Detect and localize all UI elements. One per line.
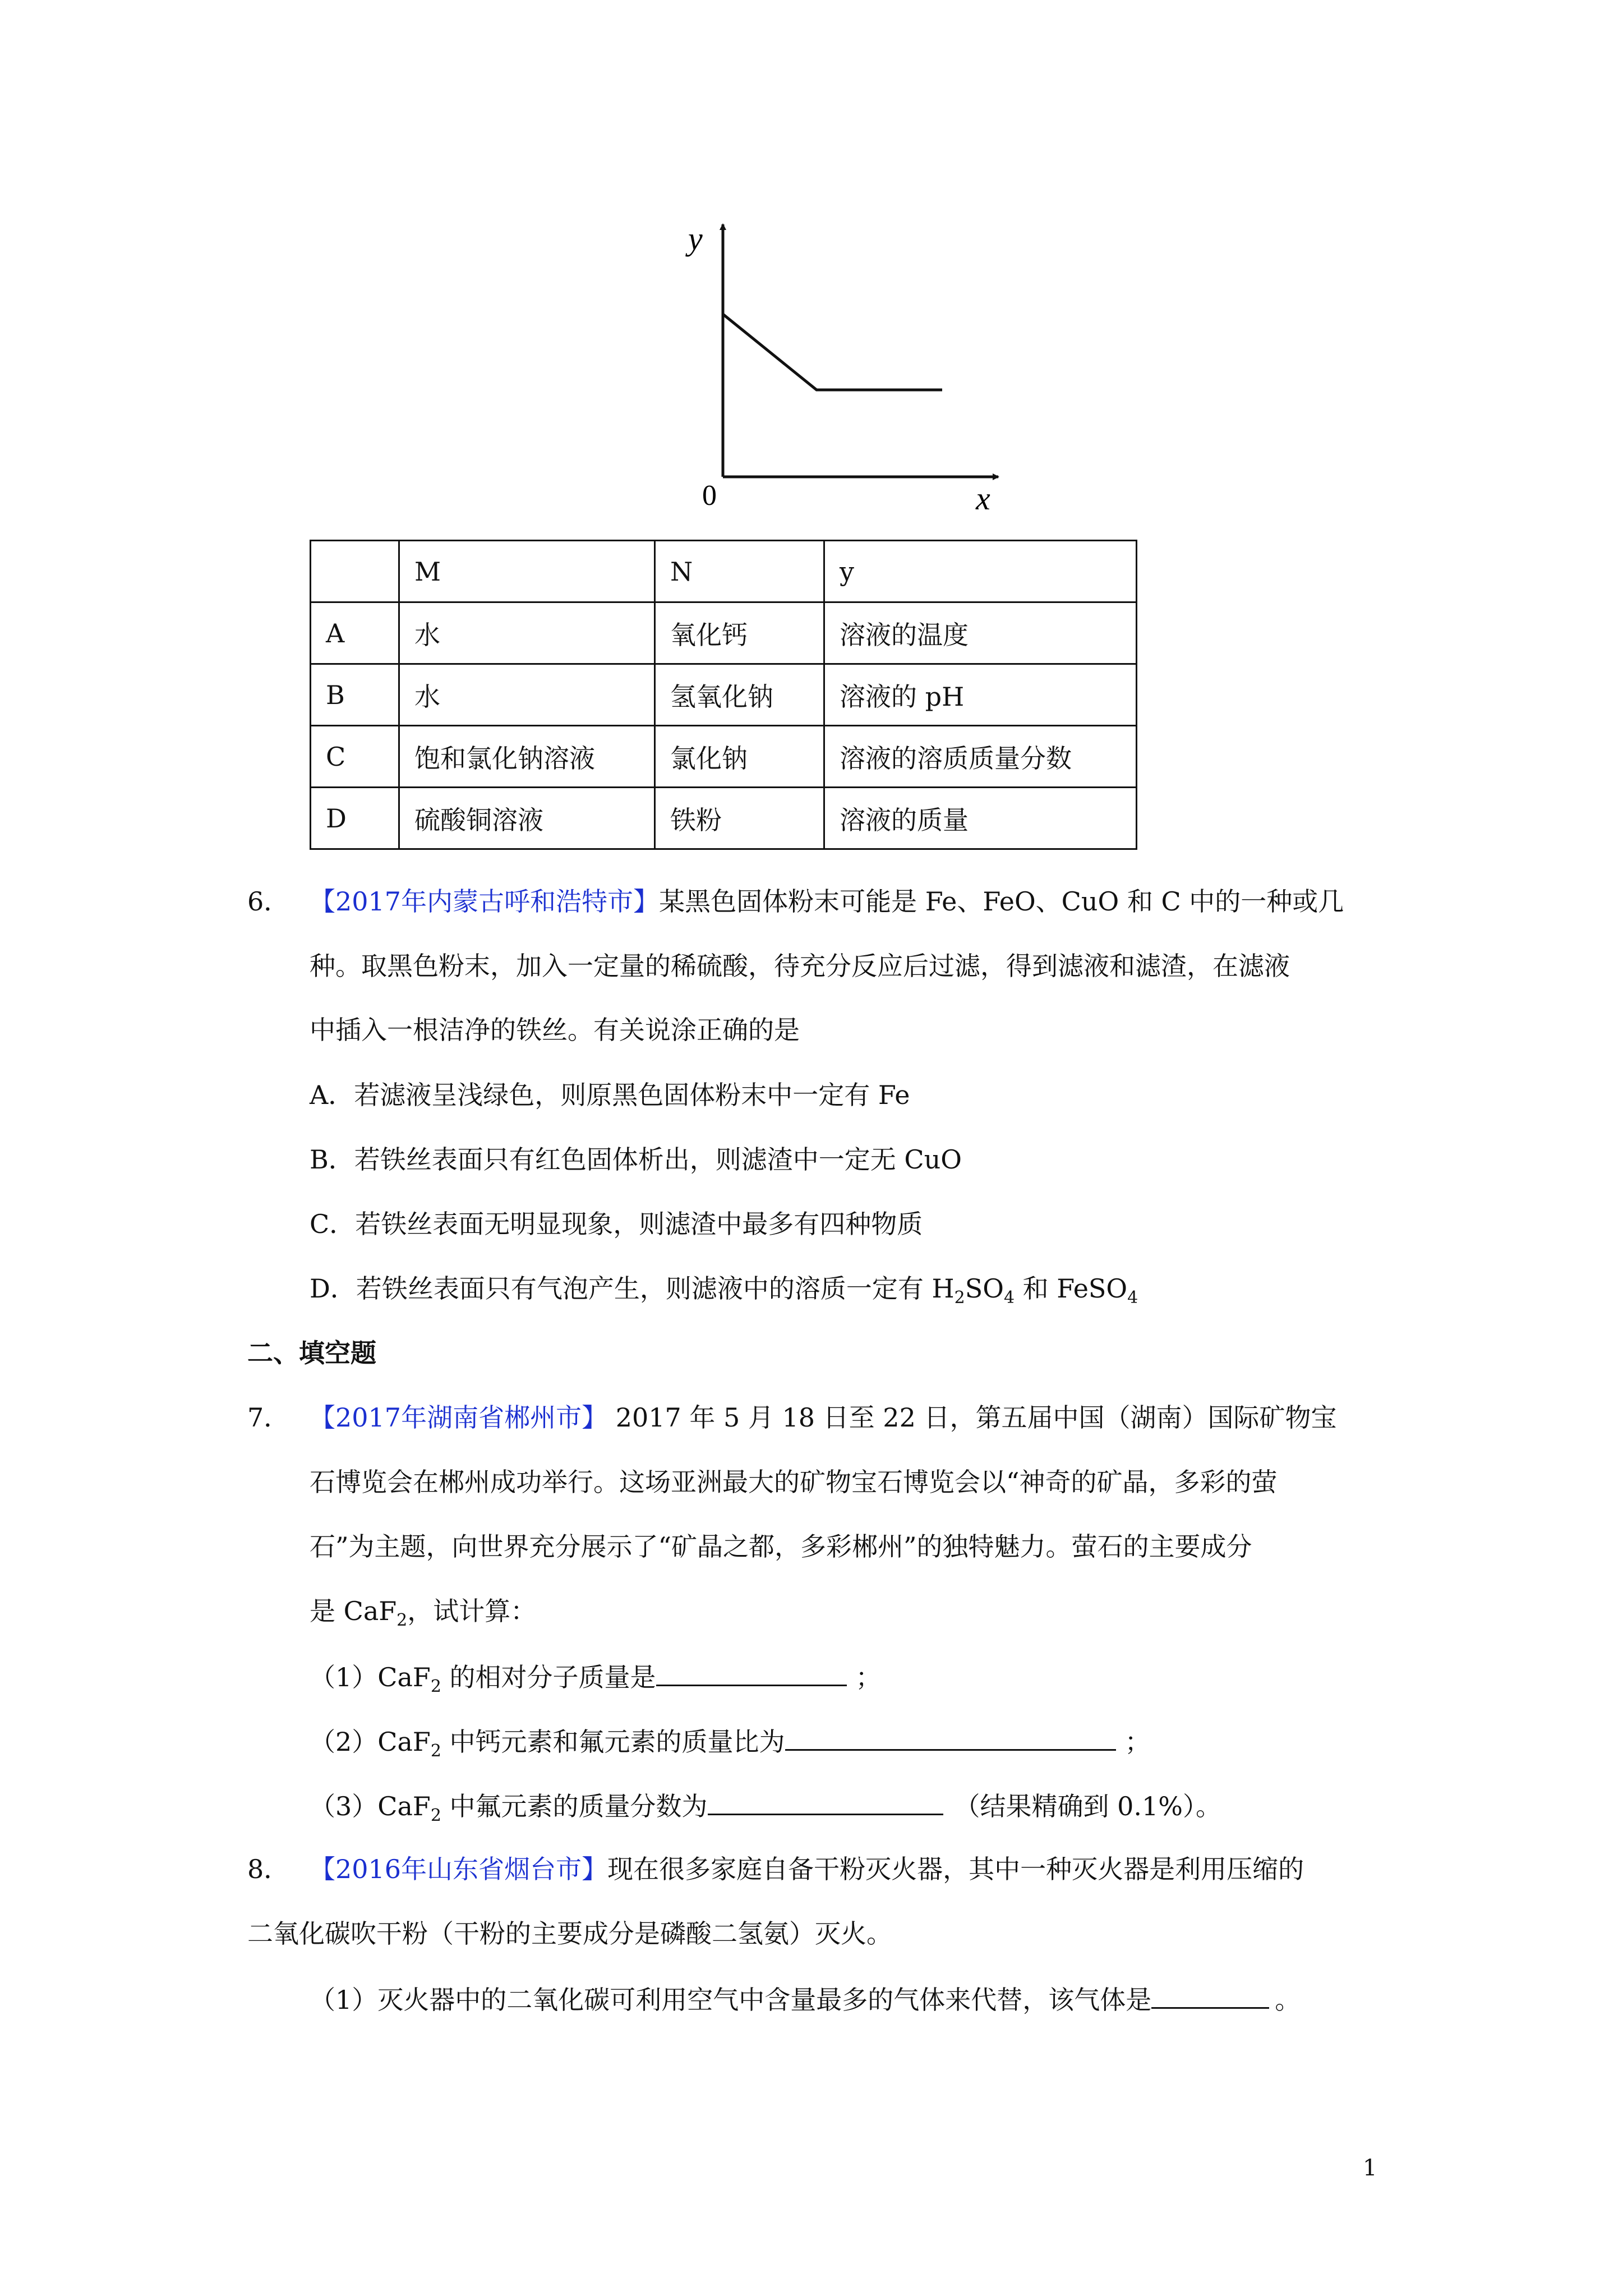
question-7-source: 【2017年湖南省郴州市】: [310, 1402, 608, 1433]
question-6-source: 【2017年内蒙古呼和浩特市】: [310, 886, 660, 917]
table-cell: 饱和氯化钠溶液: [399, 726, 655, 788]
question-6-number: 6．: [247, 886, 290, 917]
option-d-text: 和 FeSO: [1015, 1273, 1128, 1304]
stem-text: 是 CaF: [310, 1596, 397, 1626]
subscript: 2: [396, 1611, 408, 1631]
question-6-option-b: B．若铁丝表面只有红色固体析出，则滤渣中一定无 CuO: [310, 1144, 962, 1175]
question-7-sub-3: [310, 1788, 1222, 1826]
table-row: [311, 602, 1137, 664]
table-cell: 氢氧化钠: [655, 664, 824, 726]
y-axis-label: y: [688, 220, 703, 257]
table-cell: 硫酸铜溶液: [399, 788, 655, 849]
sub-question-text: （结果精确到 0.1%）。: [954, 1791, 1222, 1821]
table-cell: 氧化钙: [655, 602, 824, 664]
question-8-line-1: [310, 1852, 1304, 1886]
subscript: 4: [1127, 1288, 1138, 1308]
table-cell: 水: [399, 664, 655, 726]
table-row: [311, 726, 1137, 788]
table-cell: y: [824, 541, 1137, 602]
question-6-stem-3: 中插入一根洁净的铁丝。有关说涂正确的是: [310, 1015, 800, 1045]
subscript: 2: [954, 1288, 965, 1308]
table-row: [311, 788, 1137, 849]
table-cell: 铁粉: [655, 788, 824, 849]
question-6-option-c: C．若铁丝表面无明显现象，则滤渣中最多有四种物质: [310, 1209, 923, 1239]
question-8-stem-1: 现在很多家庭自备干粉灭火器，其中一种灭火器是利用压缩的: [607, 1854, 1304, 1884]
sub-question-text: （1）CaF: [310, 1662, 431, 1692]
table-cell: D: [311, 788, 399, 849]
table-cell: 氯化钠: [655, 726, 824, 788]
table-cell: 溶液的溶质质量分数: [824, 726, 1137, 788]
answer-blank[interactable]: [656, 1659, 847, 1686]
answer-blank[interactable]: [1151, 1981, 1269, 2009]
question-6-stem-2: 种。取黑色粉末，加入一定量的稀硫酸，待充分反应后过滤，得到滤液和滤渣，在滤液: [310, 951, 1290, 981]
table-cell: 溶液的 pH: [824, 664, 1137, 726]
x-axis-label: x: [976, 480, 990, 516]
question-7-line-1: [310, 1401, 1336, 1434]
stem-text: ，试计算：: [407, 1596, 537, 1626]
page-number: 1: [1363, 2155, 1377, 2181]
table-cell: N: [655, 541, 824, 602]
question-6-line-1: [310, 885, 1344, 918]
origin-label: 0: [702, 480, 717, 512]
question-7-stem-4: [310, 1594, 537, 1631]
sub-question-text: （3）CaF: [310, 1791, 431, 1821]
sub-question-text: 中钙元素和氟元素的质量比为: [441, 1727, 785, 1757]
table-cell: [311, 541, 399, 602]
section-title: 二、填空题: [247, 1338, 376, 1368]
question-7-sub-1: [310, 1659, 882, 1697]
table-cell: B: [311, 664, 399, 726]
subscript: 2: [430, 1741, 441, 1761]
table-cell: M: [399, 541, 655, 602]
graph-curve: [723, 314, 942, 390]
question-7-stem-3: 石”为主题，向世界充分展示了“矿晶之都，多彩郴州”的独特魅力。萤石的主要成分: [310, 1531, 1252, 1562]
sub-question-text: ；: [855, 1662, 882, 1692]
subscript: 2: [430, 1677, 441, 1697]
table-cell: A: [311, 602, 399, 664]
question-7-stem-2: 石博览会在郴州成功举行。这场亚洲最大的矿物宝石博览会以“神奇的矿晶，多彩的萤: [310, 1467, 1278, 1497]
sub-question-text: 。: [1275, 1985, 1301, 2015]
table-cell: 溶液的质量: [824, 788, 1137, 849]
options-table: [310, 540, 1137, 850]
question-7-stem-1: 2017 年 5 月 18 日至 22 日，第五届中国（湖南）国际矿物宝: [607, 1402, 1337, 1433]
table-cell: 溶液的温度: [824, 602, 1137, 664]
subscript: 4: [1003, 1288, 1015, 1308]
question-8-sub-1: [310, 1981, 1301, 2017]
question-7-number: 7．: [247, 1402, 290, 1433]
answer-blank[interactable]: [708, 1788, 943, 1815]
question-6-stem-1: 某黑色固体粉末可能是 Fe、FeO、CuO 和 C 中的一种或几: [659, 886, 1344, 917]
table-header-row: [311, 541, 1137, 602]
question-6-option-d: [310, 1272, 1138, 1308]
line-graph: [662, 213, 1021, 516]
sub-question-text: 的相对分子质量是: [441, 1662, 656, 1692]
question-8-source: 【2016年山东省烟台市】: [310, 1854, 608, 1884]
table-cell: 水: [399, 602, 655, 664]
subscript: 2: [430, 1806, 441, 1826]
sub-question-text: ；: [1124, 1727, 1151, 1757]
table-row: [311, 664, 1137, 726]
sub-question-text: （1）灭火器中的二氧化碳可利用空气中含量最多的气体来代替，该气体是: [310, 1985, 1152, 2015]
question-8-number: 8．: [247, 1854, 290, 1884]
option-d-text: D．若铁丝表面只有气泡产生，则滤液中的溶质一定有 H: [310, 1273, 955, 1304]
question-7-sub-2: [310, 1723, 1151, 1759]
question-8-stem-2: 二氧化碳吹干粉（干粉的主要成分是磷酸二氢氨）灭火。: [247, 1918, 892, 1949]
answer-blank[interactable]: [785, 1723, 1116, 1751]
question-6-option-a: A．若滤液呈浅绿色，则原黑色固体粉末中一定有 Fe: [310, 1080, 910, 1110]
sub-question-text: 中氟元素的质量分数为: [441, 1791, 708, 1821]
option-d-text: SO: [965, 1273, 1004, 1304]
sub-question-text: （2）CaF: [310, 1727, 431, 1757]
table-cell: C: [311, 726, 399, 788]
